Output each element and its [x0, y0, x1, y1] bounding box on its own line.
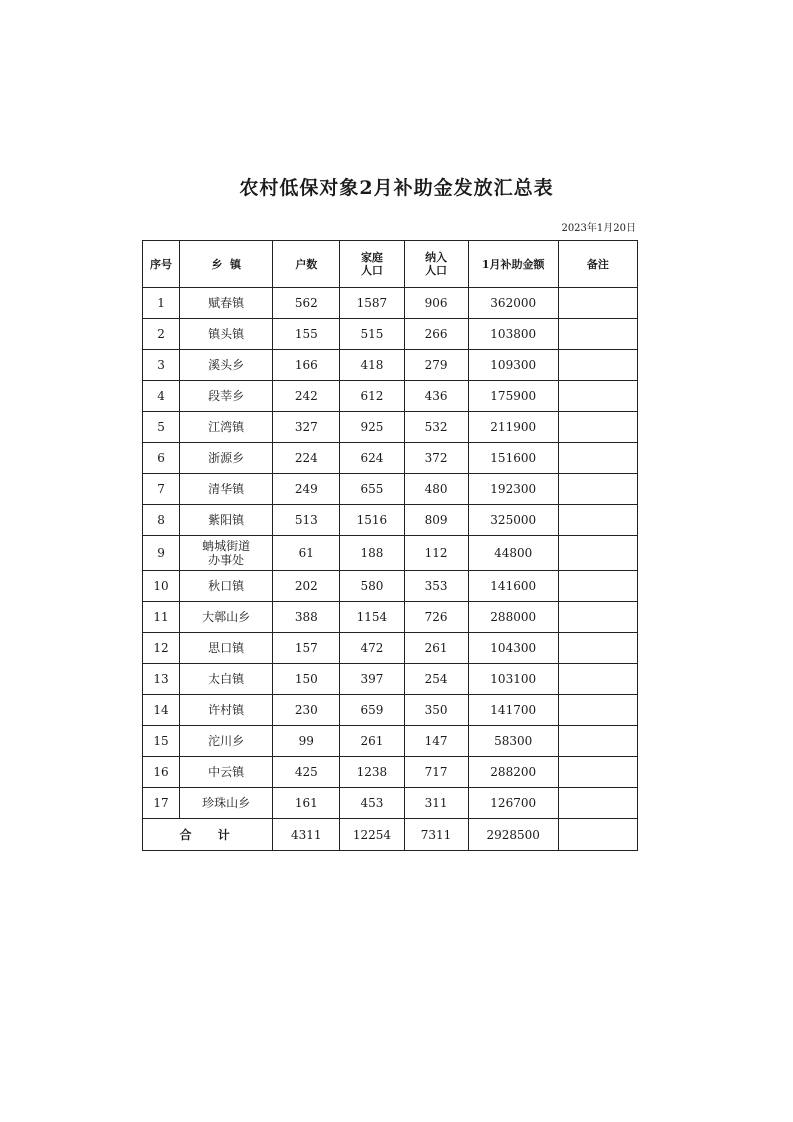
cell-family-pop: 515: [340, 319, 404, 350]
cell-notes: [558, 381, 637, 412]
table-row: [143, 602, 638, 633]
cell-seq: 5: [143, 412, 180, 443]
table-row: [143, 381, 638, 412]
cell-included-pop: 353: [404, 571, 468, 602]
table-row: [143, 788, 638, 819]
cell-seq: 7: [143, 474, 180, 505]
cell-town: 清华镇: [180, 474, 273, 505]
cell-seq: 16: [143, 757, 180, 788]
cell-family-pop: 418: [340, 350, 404, 381]
cell-seq: 13: [143, 664, 180, 695]
cell-notes: [558, 288, 637, 319]
header-seq: 序号: [143, 241, 180, 288]
cell-family-pop: 261: [340, 726, 404, 757]
table-row: [143, 412, 638, 443]
table-row: [143, 664, 638, 695]
table-row: [143, 633, 638, 664]
table-row: [143, 443, 638, 474]
cell-subsidy: 109300: [468, 350, 558, 381]
cell-households: 388: [273, 602, 340, 633]
cell-notes: [558, 571, 637, 602]
cell-family-pop: 453: [340, 788, 404, 819]
cell-notes: [558, 505, 637, 536]
cell-households: 249: [273, 474, 340, 505]
cell-notes: [558, 350, 637, 381]
cell-included-pop: 311: [404, 788, 468, 819]
cell-family-pop: 580: [340, 571, 404, 602]
cell-subsidy: 175900: [468, 381, 558, 412]
table-row: [143, 350, 638, 381]
cell-notes: [558, 664, 637, 695]
cell-included-pop: 717: [404, 757, 468, 788]
table-row: [143, 571, 638, 602]
cell-included-pop: 372: [404, 443, 468, 474]
cell-seq: 9: [143, 536, 180, 571]
cell-seq: 10: [143, 571, 180, 602]
subsidy-summary-table: [142, 240, 638, 851]
cell-households: 150: [273, 664, 340, 695]
cell-subsidy: 44800: [468, 536, 558, 571]
total-households: 4311: [273, 819, 340, 851]
cell-included-pop: 436: [404, 381, 468, 412]
cell-subsidy: 151600: [468, 443, 558, 474]
cell-town: 中云镇: [180, 757, 273, 788]
cell-included-pop: 112: [404, 536, 468, 571]
cell-subsidy: 104300: [468, 633, 558, 664]
cell-notes: [558, 695, 637, 726]
cell-households: 61: [273, 536, 340, 571]
cell-town: 思口镇: [180, 633, 273, 664]
cell-family-pop: 624: [340, 443, 404, 474]
total-notes: [558, 819, 637, 851]
cell-town: 沱川乡: [180, 726, 273, 757]
cell-households: 166: [273, 350, 340, 381]
cell-included-pop: 266: [404, 319, 468, 350]
total-row: [143, 819, 638, 851]
cell-seq: 15: [143, 726, 180, 757]
cell-seq: 17: [143, 788, 180, 819]
cell-seq: 1: [143, 288, 180, 319]
cell-family-pop: 188: [340, 536, 404, 571]
cell-households: 155: [273, 319, 340, 350]
total-family-pop: 12254: [340, 819, 404, 851]
header-notes: 备注: [558, 241, 637, 288]
cell-town: 溪头乡: [180, 350, 273, 381]
cell-households: 242: [273, 381, 340, 412]
cell-family-pop: 655: [340, 474, 404, 505]
table-row: [143, 726, 638, 757]
cell-family-pop: 472: [340, 633, 404, 664]
cell-notes: [558, 474, 637, 505]
cell-households: 562: [273, 288, 340, 319]
cell-seq: 6: [143, 443, 180, 474]
cell-town: 紫阳镇: [180, 505, 273, 536]
cell-seq: 8: [143, 505, 180, 536]
cell-town: 太白镇: [180, 664, 273, 695]
table-header-row: [143, 241, 638, 288]
cell-town: 段莘乡: [180, 381, 273, 412]
cell-subsidy: 141600: [468, 571, 558, 602]
cell-family-pop: 659: [340, 695, 404, 726]
cell-seq: 4: [143, 381, 180, 412]
cell-town: 镇头镇: [180, 319, 273, 350]
header-family-pop: 家庭 人口: [340, 241, 404, 288]
cell-seq: 11: [143, 602, 180, 633]
cell-subsidy: 325000: [468, 505, 558, 536]
cell-included-pop: 809: [404, 505, 468, 536]
cell-included-pop: 261: [404, 633, 468, 664]
cell-households: 513: [273, 505, 340, 536]
table-row: [143, 505, 638, 536]
cell-subsidy: 288200: [468, 757, 558, 788]
cell-town: 浙源乡: [180, 443, 273, 474]
cell-included-pop: 254: [404, 664, 468, 695]
table-row: [143, 695, 638, 726]
cell-notes: [558, 757, 637, 788]
cell-subsidy: 211900: [468, 412, 558, 443]
cell-town: 蚺城街道 办事处: [180, 536, 273, 571]
cell-subsidy: 288000: [468, 602, 558, 633]
document-date: 2023年1月20日: [561, 223, 636, 234]
cell-seq: 14: [143, 695, 180, 726]
cell-town: 珍珠山乡: [180, 788, 273, 819]
cell-family-pop: 1516: [340, 505, 404, 536]
total-subsidy: 2928500: [468, 819, 558, 851]
cell-town: 江湾镇: [180, 412, 273, 443]
table-row: [143, 288, 638, 319]
cell-notes: [558, 536, 637, 571]
table-row: [143, 536, 638, 571]
cell-town: 许村镇: [180, 695, 273, 726]
cell-included-pop: 726: [404, 602, 468, 633]
cell-households: 230: [273, 695, 340, 726]
cell-seq: 12: [143, 633, 180, 664]
cell-seq: 2: [143, 319, 180, 350]
cell-households: 224: [273, 443, 340, 474]
cell-households: 425: [273, 757, 340, 788]
cell-notes: [558, 788, 637, 819]
cell-subsidy: 58300: [468, 726, 558, 757]
cell-included-pop: 532: [404, 412, 468, 443]
cell-family-pop: 925: [340, 412, 404, 443]
cell-included-pop: 906: [404, 288, 468, 319]
cell-included-pop: 147: [404, 726, 468, 757]
cell-notes: [558, 602, 637, 633]
table-row: [143, 474, 638, 505]
header-town: 乡 镇: [180, 241, 273, 288]
cell-family-pop: 1587: [340, 288, 404, 319]
table-row: [143, 319, 638, 350]
header-households: 户数: [273, 241, 340, 288]
cell-included-pop: 279: [404, 350, 468, 381]
cell-town: 大鄣山乡: [180, 602, 273, 633]
cell-included-pop: 350: [404, 695, 468, 726]
cell-family-pop: 1154: [340, 602, 404, 633]
cell-households: 327: [273, 412, 340, 443]
cell-subsidy: 141700: [468, 695, 558, 726]
table-row: [143, 757, 638, 788]
cell-households: 157: [273, 633, 340, 664]
cell-notes: [558, 443, 637, 474]
cell-family-pop: 1238: [340, 757, 404, 788]
cell-households: 161: [273, 788, 340, 819]
cell-town: 赋春镇: [180, 288, 273, 319]
header-subsidy: 1月补助金额: [468, 241, 558, 288]
cell-subsidy: 362000: [468, 288, 558, 319]
cell-town: 秋口镇: [180, 571, 273, 602]
cell-households: 202: [273, 571, 340, 602]
cell-subsidy: 103100: [468, 664, 558, 695]
cell-notes: [558, 633, 637, 664]
cell-notes: [558, 726, 637, 757]
cell-subsidy: 126700: [468, 788, 558, 819]
cell-notes: [558, 319, 637, 350]
table-body: [143, 288, 638, 819]
cell-subsidy: 192300: [468, 474, 558, 505]
cell-included-pop: 480: [404, 474, 468, 505]
cell-family-pop: 397: [340, 664, 404, 695]
page-title: 农村低保对象2月补助金发放汇总表: [239, 177, 554, 199]
cell-households: 99: [273, 726, 340, 757]
cell-notes: [558, 412, 637, 443]
header-included-pop: 纳入 人口: [404, 241, 468, 288]
cell-seq: 3: [143, 350, 180, 381]
total-included-pop: 7311: [404, 819, 468, 851]
total-label: 合 计: [143, 819, 273, 851]
cell-subsidy: 103800: [468, 319, 558, 350]
cell-family-pop: 612: [340, 381, 404, 412]
